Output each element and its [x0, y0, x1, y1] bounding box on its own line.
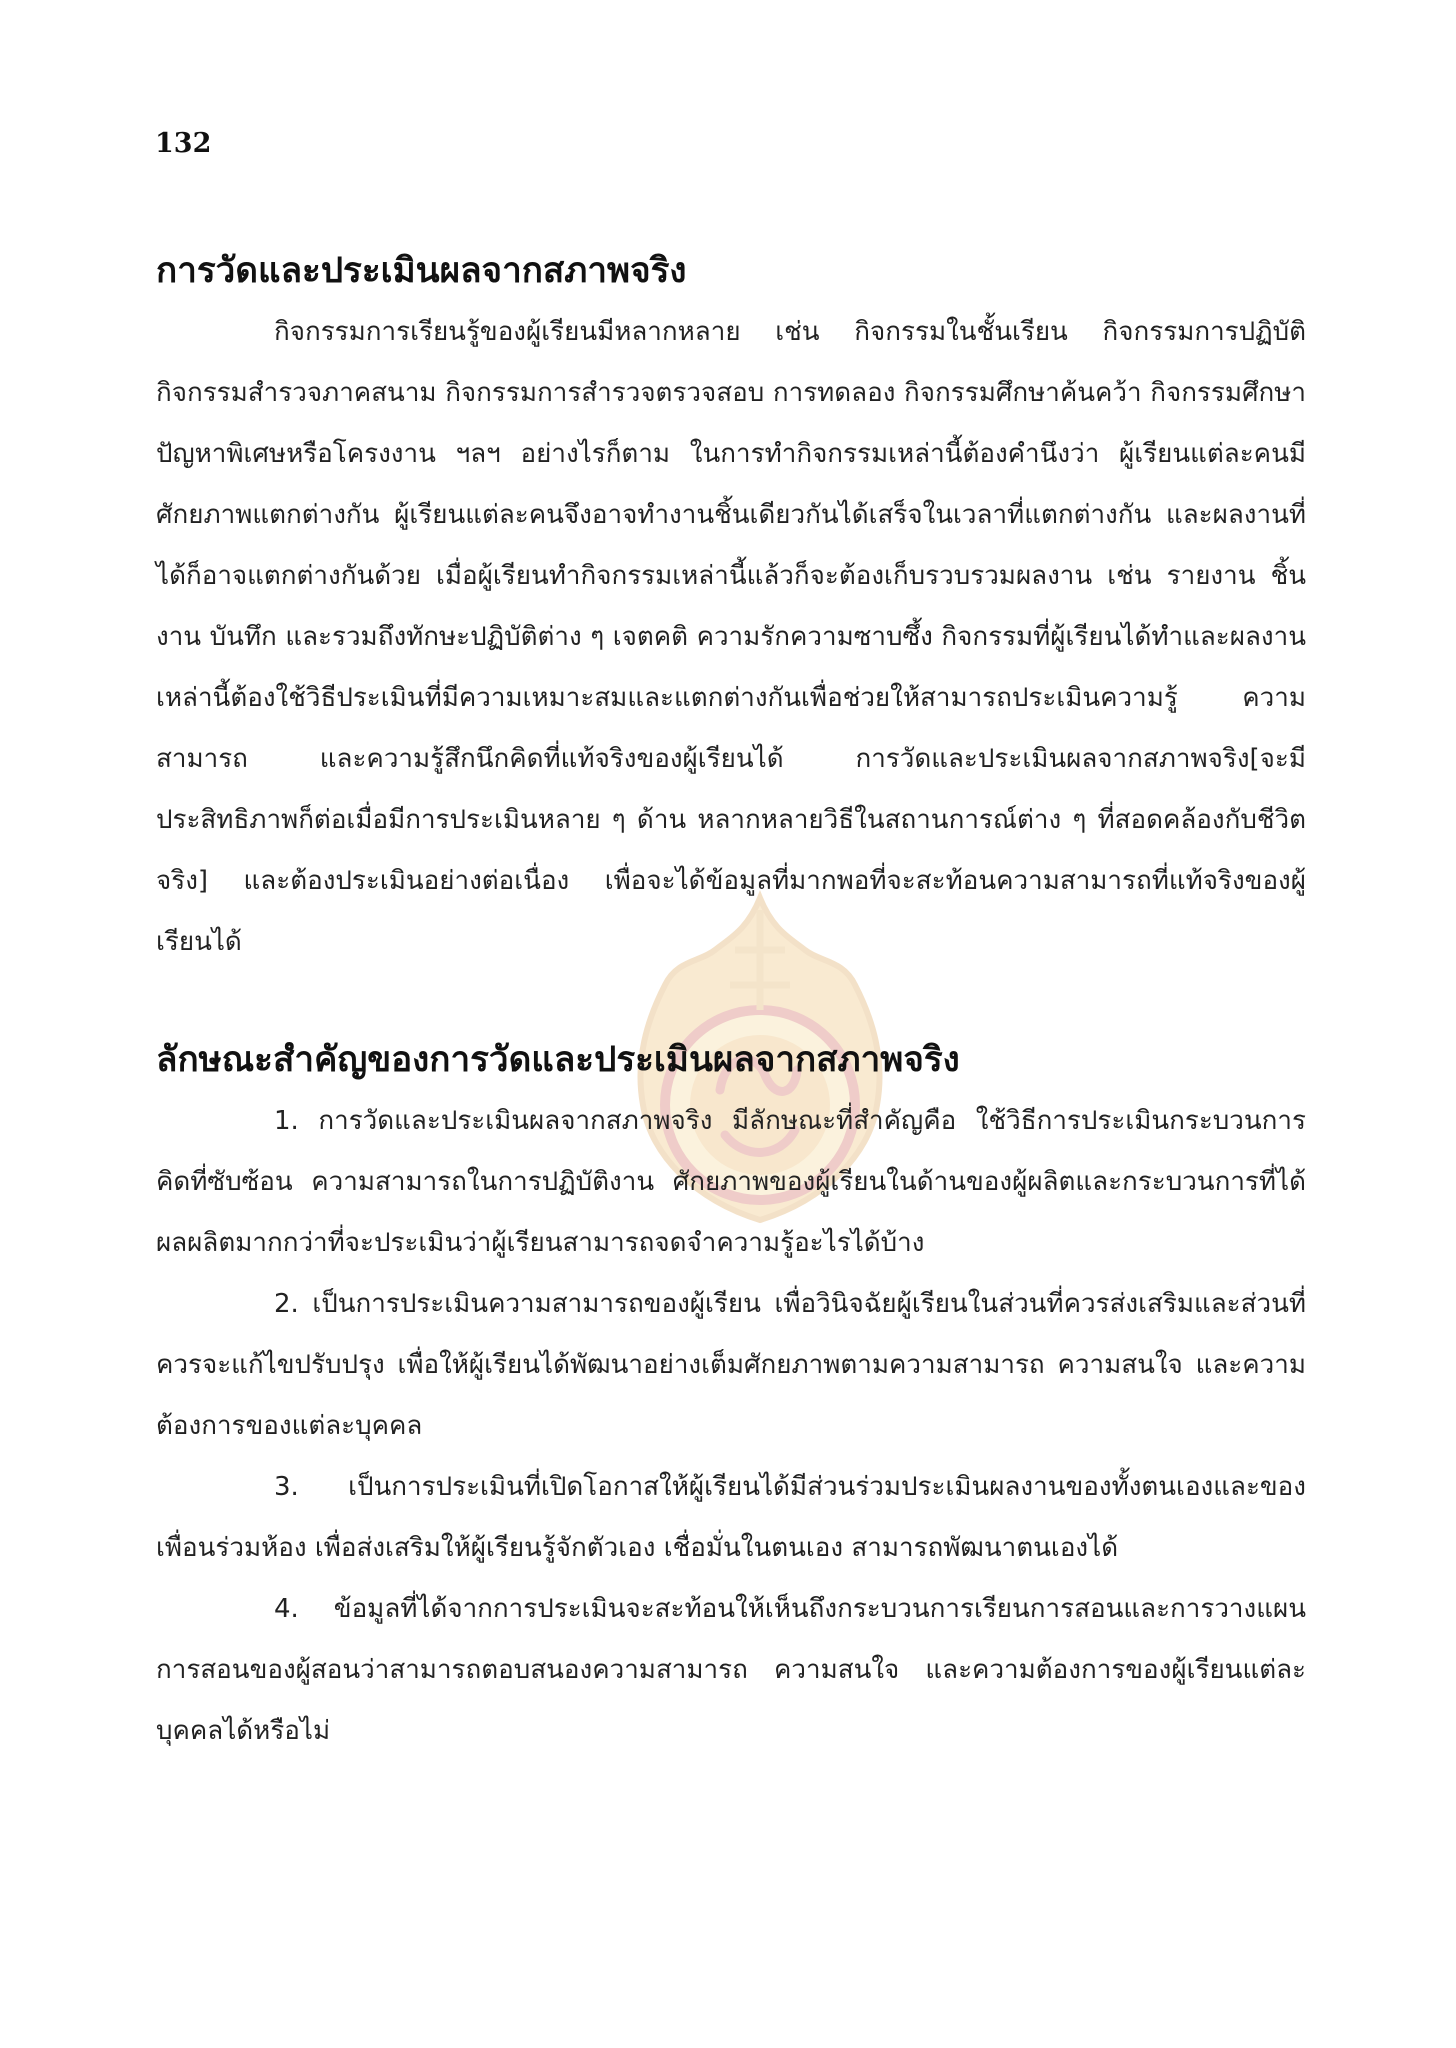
page-number: 132 — [155, 128, 212, 159]
section-title-authentic-assessment: การวัดและประเมินผลจากสภาพจริง — [156, 251, 687, 291]
paragraph-authentic-assessment: กิจกรรมการเรียนรู้ของผู้เรียนมีหลากหลาย เช่น กิจกรรมในชั้นเรียน กิจกรรมการปฏิบัติ กิจกรรมสำรวจภาคสนาม กิจกรรมการสำรวจตรวจสอบ การทดลอง กิจกรรมศึกษาค้นคว้า กิจกรรมศึกษาปัญหาพิเศษหรือโครงงาน ฯลฯ อย่างไรก็ตาม ในการทำกิจกรรมเหล่านี้ต้องคำนึงว่า ผู้เรียนแต่ละคนมีศักยภาพแตกต่างกัน ผู้เรียนแต่ละคนจึงอาจทำงานชิ้นเดียวกันได้เสร็จในเวลาที่แตกต่างกัน และผลงานที่ได้ก็อาจแตกต่างกันด้วย เมื่อผู้เรียนทำกิจกรรมเหล่านี้แล้วก็จะต้องเก็บรวบรวมผลงาน เช่น รายงาน ชิ้นงาน บันทึก และรวมถึงทักษะปฏิบัติต่าง ๆ เจตคติ ความรักความซาบซึ้ง กิจกรรมที่ผู้เรียนได้ทำและผลงานเหล่านี้ต้องใช้วิธีประเมินที่มีความเหมาะสมและแตกต่างกันเพื่อช่วยให้สามารถประเมินความรู้ ความสามารถ และความรู้สึกนึกคิดที่แท้จริงของผู้เรียนได้ การวัดและประเมินผลจากสภาพจริง[จะมีประสิทธิภาพก็ต่อเมื่อมีการประเมินหลาย ๆ ด้าน หลากหลายวิธีในสถานการณ์ต่าง ๆ ที่สอดคล้องกับชีวิตจริง] และต้องประเมินอย่างต่อเนื่อง เพื่อจะได้ข้อมูลที่มากพอที่จะสะท้อนความสามารถที่แท้จริงของผู้เรียนได้ — [156, 317, 1306, 957]
list-item-characteristic-1: 1. การวัดและประเมินผลจากสภาพจริง มีลักษณะที่สำคัญคือ ใช้วิธีการประเมินกระบวนการคิดที่ซับซ้อน ความสามารถในการปฏิบัติงาน ศักยภาพของผู้เรียนในด้านของผู้ผลิตและกระบวนการที่ได้ผลผลิตมากกว่าที่จะประเมินว่าผู้เรียนสามารถจดจำความรู้อะไรได้บ้าง — [156, 1106, 1306, 1258]
list-item-characteristic-4: 4. ข้อมูลที่ได้จากการประเมินจะสะท้อนให้เห็นถึงกระบวนการเรียนการสอนและการวางแผนการสอนของผู้สอนว่าสามารถตอบสนองความสามารถ ความสนใจ และความต้องการของผู้เรียนแต่ละบุคคลได้หรือไม่ — [156, 1594, 1306, 1746]
section-title-key-characteristics: ลักษณะสำคัญของการวัดและประเมินผลจากสภาพจริง — [156, 1040, 960, 1080]
section-gap — [156, 973, 1306, 1029]
document-body — [156, 240, 1306, 1762]
list-item-characteristic-2: 2. เป็นการประเมินความสามารถของผู้เรียน เพื่อวินิจฉัยผู้เรียนในส่วนที่ควรส่งเสริมและส่วนที่ควรจะแก้ไขปรับปรุง เพื่อให้ผู้เรียนได้พัฒนาอย่างเต็มศักยภาพตามความสามารถ ความสนใจ และความต้องการของแต่ละบุคคล — [156, 1289, 1306, 1441]
list-item-characteristic-3: 3. เป็นการประเมินที่เปิดโอกาสให้ผู้เรียนได้มีส่วนร่วมประเมินผลงานของทั้งตนเองและของเพื่อนร่วมห้อง เพื่อส่งเสริมให้ผู้เรียนรู้จักตัวเอง เชื่อมั่นในตนเอง สามารถพัฒนาตนเองได้ — [156, 1472, 1306, 1563]
